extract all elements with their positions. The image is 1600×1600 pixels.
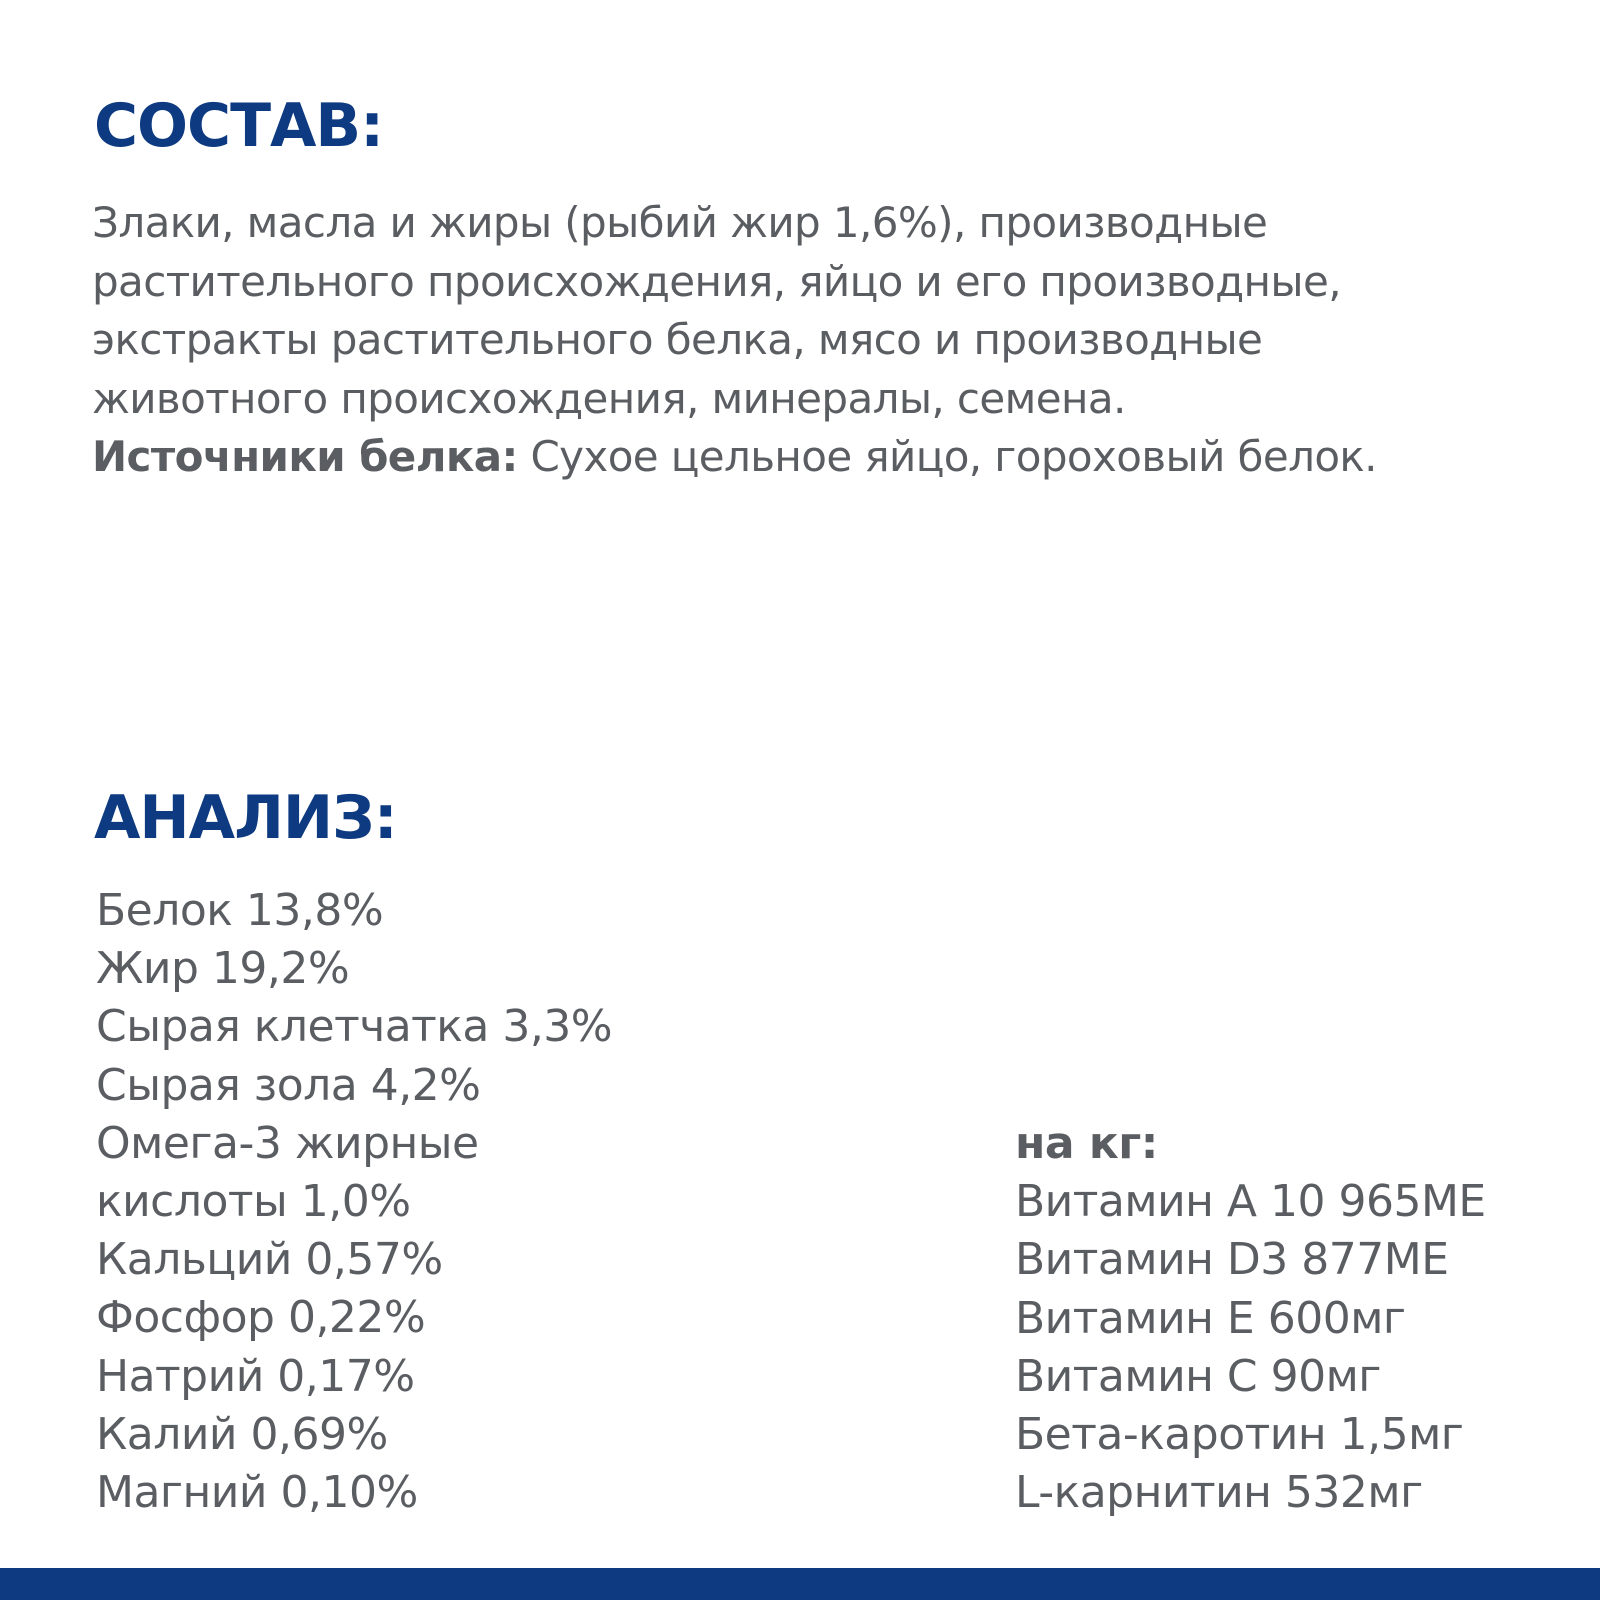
analysis-item-calcium: Кальций 0,57% (96, 1234, 443, 1286)
l-carnitine: L-карнитин 532мг (1015, 1467, 1423, 1519)
analysis-item-omega3: Омега-3 жирные (96, 1117, 479, 1169)
protein-sources-value: Сухое цельное яйцо, гороховый белок. (517, 432, 1377, 481)
analysis-item-protein: Белок 13,8% (96, 885, 384, 936)
per-kg-header: на кг: (1015, 1118, 1158, 1169)
vitamins-list (1015, 1115, 1486, 1522)
vitamin-c: Витамин С 90мг (1015, 1350, 1381, 1402)
analysis-item-fat: Жир 19,2% (96, 943, 350, 995)
analysis-item-crude-ash: Сырая зола 4,2% (96, 1059, 481, 1111)
protein-sources-line (92, 428, 1562, 487)
vitamin-a: Витамин А 10 965МЕ (1015, 1176, 1486, 1228)
analysis-list (96, 882, 612, 1522)
composition-text (92, 194, 1562, 487)
protein-sources-label: Источники белка: (92, 432, 518, 481)
analysis-item-omega3-value: кислоты 1,0% (96, 1176, 411, 1228)
analysis-item-crude-fiber: Сырая клетчатка 3,3% (96, 1001, 613, 1053)
beta-carotene: Бета-каротин 1,5мг (1015, 1409, 1464, 1461)
analysis-heading: АНАЛИЗ: (94, 783, 397, 853)
analysis-item-magnesium: Магний 0,10% (96, 1467, 418, 1519)
composition-line: животного происхождения, минералы, семена. (92, 373, 1126, 423)
composition-line: Злаки, масла и жиры (рыбий жир 1,6%), производные (92, 198, 1268, 247)
composition-line: экстракты растительного белка, мясо и производные (92, 315, 1263, 364)
composition-heading: СОСТАВ: (94, 91, 384, 161)
footer-bar (0, 1568, 1600, 1600)
analysis-item-sodium: Натрий 0,17% (96, 1350, 415, 1402)
composition-line: растительного происхождения, яйцо и его производные, (92, 256, 1341, 306)
vitamin-d3: Витамин D3 877МЕ (1015, 1234, 1449, 1286)
analysis-item-phosphorus: Фосфор 0,22% (96, 1292, 426, 1344)
analysis-item-potassium: Калий 0,69% (96, 1408, 388, 1460)
vitamin-e: Витамин Е 600мг (1015, 1292, 1406, 1344)
